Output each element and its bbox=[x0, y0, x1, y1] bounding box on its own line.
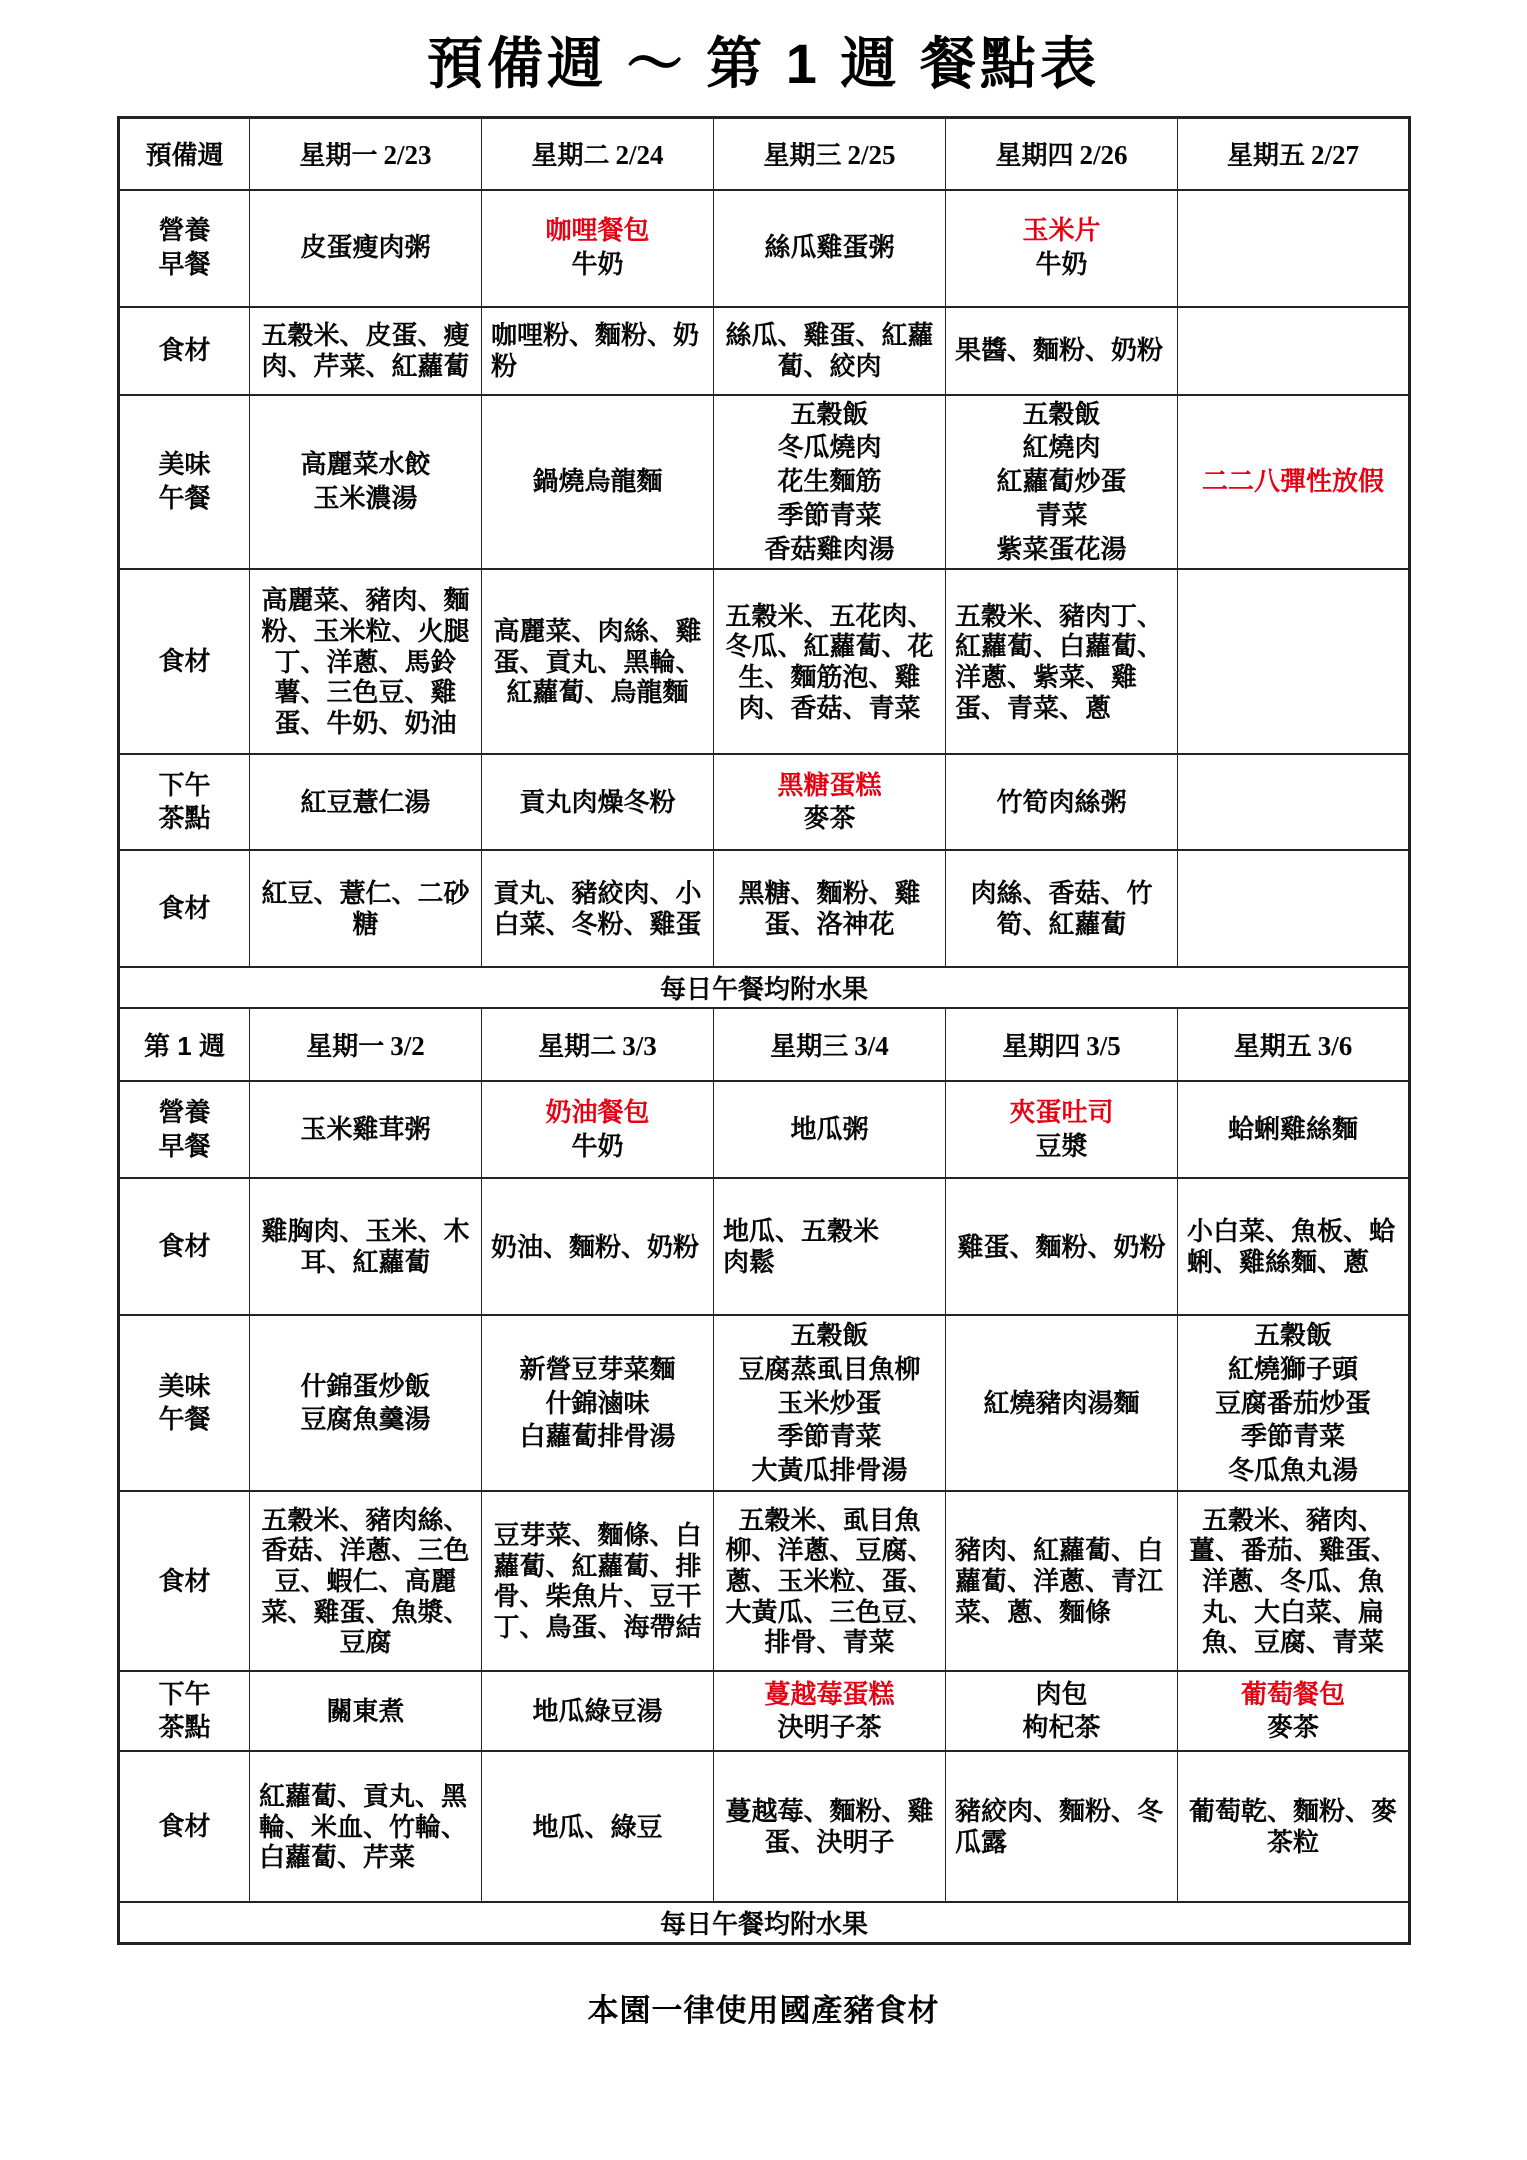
meal-line: 肉鬆 bbox=[723, 1246, 776, 1277]
ingredient-cell bbox=[482, 1178, 714, 1315]
meal-line: 豆漿 bbox=[1035, 1130, 1088, 1161]
day-name: 星期三 bbox=[763, 140, 842, 171]
meal-line: 牛奶 bbox=[1035, 249, 1088, 279]
meal-line: 高麗菜水餃 bbox=[300, 449, 431, 480]
ingredient-cell bbox=[714, 1751, 946, 1902]
row-label-cell bbox=[119, 190, 250, 307]
ingredient-cell bbox=[946, 1178, 1178, 1315]
row-label-line: 早餐 bbox=[158, 1130, 211, 1161]
meal-line: 鍋燒烏龍麵 bbox=[532, 466, 663, 497]
meal-line: 咖哩粉、麵粉、奶粉 bbox=[491, 319, 700, 381]
meal-line: 玉米炒蛋 bbox=[777, 1387, 882, 1418]
meal-cell bbox=[1178, 754, 1410, 850]
ingredient-cell bbox=[714, 1491, 946, 1671]
row-label-line: 食材 bbox=[158, 1811, 211, 1842]
day-header-cell bbox=[946, 1008, 1178, 1081]
meal-line: 地瓜、綠豆 bbox=[532, 1811, 663, 1842]
row-label-line: 食材 bbox=[158, 334, 211, 365]
meal-line: 貢丸肉燥冬粉 bbox=[519, 786, 676, 817]
meal-cell bbox=[250, 1671, 482, 1751]
meal-cell bbox=[482, 1081, 714, 1178]
meal-line: 白蘿蔔排骨湯 bbox=[519, 1421, 676, 1452]
day-name: 星期二 bbox=[531, 140, 610, 171]
row-label-line: 食材 bbox=[158, 646, 211, 677]
ingredient-cell bbox=[714, 850, 946, 967]
ingredient-cell bbox=[1178, 1751, 1410, 1902]
meal-cell bbox=[714, 1315, 946, 1491]
day-date: 3/2 bbox=[390, 1031, 425, 1062]
meal-cell bbox=[250, 395, 482, 570]
day-date: 3/3 bbox=[622, 1031, 657, 1062]
day-name: 星期一 bbox=[306, 1031, 385, 1062]
meal-line: 牛奶 bbox=[571, 249, 624, 279]
week-header-row bbox=[119, 118, 1410, 190]
day-name: 星期三 bbox=[770, 1031, 849, 1062]
meal-line: 竹筍肉絲粥 bbox=[996, 786, 1127, 817]
week-label-cell: 第 1 週 bbox=[119, 1008, 250, 1081]
meal-cell bbox=[482, 190, 714, 307]
ingredient-cell bbox=[946, 850, 1178, 967]
row-label-cell bbox=[119, 1081, 250, 1178]
ingredient-cell bbox=[482, 1751, 714, 1902]
meal-cell bbox=[714, 1081, 946, 1178]
row-label-cell bbox=[119, 1751, 250, 1902]
ingredient-cell bbox=[250, 1491, 482, 1671]
meal-line: 大黃瓜排骨湯 bbox=[751, 1455, 908, 1486]
meal-line: 絲瓜雞蛋粥 bbox=[764, 232, 895, 263]
ingredient-cell bbox=[250, 850, 482, 967]
meal-cell bbox=[946, 1671, 1178, 1751]
meal-line: 高麗菜、豬肉、麵粉、玉米粒、火腿丁、洋蔥、馬鈴薯、三色豆、雞蛋、牛奶、奶油 bbox=[261, 585, 470, 738]
meal-row bbox=[119, 395, 1410, 570]
row-label-cell bbox=[119, 1671, 250, 1751]
row-label-line: 早餐 bbox=[158, 249, 211, 279]
row-label-line: 食材 bbox=[158, 1231, 211, 1262]
menu-table bbox=[117, 116, 1411, 1945]
row-label-line: 茶點 bbox=[158, 803, 211, 834]
meal-line: 青菜 bbox=[1035, 499, 1088, 530]
day-date: 3/6 bbox=[1317, 1031, 1353, 1062]
meal-cell bbox=[946, 1315, 1178, 1491]
day-header-cell bbox=[250, 1008, 482, 1081]
row-label-cell bbox=[119, 569, 250, 754]
row-label-line: 美味 bbox=[158, 1370, 211, 1401]
day-header-cell bbox=[946, 118, 1178, 190]
meal-line: 地瓜綠豆湯 bbox=[532, 1695, 663, 1726]
ingredient-cell bbox=[482, 307, 714, 395]
ingredient-row bbox=[119, 1178, 1410, 1315]
meal-line: 五穀米、豬肉丁、紅蘿蔔、白蘿蔔、洋蔥、紫菜、雞蛋、青菜、蔥 bbox=[955, 600, 1164, 723]
row-label-line: 營養 bbox=[158, 215, 211, 246]
meal-line-highlight: 葡萄餐包 bbox=[1240, 1678, 1345, 1709]
day-name: 星期五 bbox=[1226, 140, 1305, 171]
meal-line: 豆腐魚羹湯 bbox=[300, 1404, 431, 1435]
ingredient-cell bbox=[714, 569, 946, 754]
meal-cell bbox=[714, 395, 946, 570]
row-label-line: 食材 bbox=[158, 1565, 211, 1596]
meal-cell bbox=[1178, 1081, 1410, 1178]
row-label-cell bbox=[119, 1315, 250, 1491]
meal-line: 豆芽菜、麵條、白蘿蔔、紅蘿蔔、排骨、柴魚片、豆干丁、鳥蛋、海帶結 bbox=[493, 1520, 702, 1643]
meal-cell bbox=[482, 1671, 714, 1751]
meal-cell bbox=[250, 190, 482, 307]
fruit-note-cell: 每日午餐均附水果 bbox=[119, 1902, 1410, 1944]
meal-row bbox=[119, 190, 1410, 307]
meal-line: 豆腐蒸虱目魚柳 bbox=[738, 1353, 921, 1384]
meal-line: 紅燒豬肉湯麵 bbox=[983, 1387, 1140, 1418]
meal-line: 五穀米、皮蛋、瘦肉、芹菜、紅蘿蔔 bbox=[261, 319, 470, 381]
meal-cell bbox=[946, 190, 1178, 307]
day-header-cell bbox=[482, 1008, 714, 1081]
day-header-cell bbox=[1178, 118, 1410, 190]
meal-line: 紅燒獅子頭 bbox=[1227, 1353, 1358, 1384]
meal-line: 貢丸、豬絞肉、小白菜、冬粉、雞蛋 bbox=[493, 878, 702, 939]
meal-line: 五穀飯 bbox=[790, 1319, 869, 1350]
meal-line-highlight: 二二八彈性放假 bbox=[1201, 466, 1384, 497]
meal-line: 豬絞肉、麵粉、冬瓜露 bbox=[955, 1796, 1164, 1857]
row-label-cell bbox=[119, 395, 250, 570]
ingredient-cell bbox=[250, 307, 482, 395]
ingredient-cell bbox=[250, 1178, 482, 1315]
ingredient-cell bbox=[1178, 569, 1410, 754]
day-name: 星期四 bbox=[1002, 1031, 1081, 1062]
ingredient-cell bbox=[482, 569, 714, 754]
meal-line: 雞胸肉、玉米、木耳、紅蘿蔔 bbox=[261, 1216, 470, 1277]
meal-cell bbox=[250, 1315, 482, 1491]
ingredient-cell bbox=[1178, 1491, 1410, 1671]
day-date: 2/27 bbox=[1311, 140, 1360, 171]
meal-cell bbox=[482, 754, 714, 850]
meal-cell bbox=[250, 754, 482, 850]
meal-line-highlight: 玉米片 bbox=[1022, 215, 1101, 246]
day-header-cell bbox=[1178, 1008, 1410, 1081]
meal-cell bbox=[714, 1671, 946, 1751]
meal-line: 五穀米、豬肉絲、香菇、洋蔥、三色豆、蝦仁、高麗菜、雞蛋、魚漿、豆腐 bbox=[261, 1504, 470, 1658]
day-header-cell bbox=[482, 118, 714, 190]
meal-line: 新營豆芽菜麵 bbox=[519, 1353, 676, 1384]
meal-line: 小白菜、魚板、蛤蜊、雞絲麵、蔥 bbox=[1187, 1216, 1396, 1277]
meal-line: 五穀飯 bbox=[1022, 398, 1101, 429]
ingredient-row bbox=[119, 850, 1410, 967]
meal-line: 玉米雞茸粥 bbox=[300, 1114, 431, 1145]
row-label-line: 下午 bbox=[158, 769, 211, 800]
day-name: 星期一 bbox=[299, 140, 378, 171]
row-label-cell bbox=[119, 1178, 250, 1315]
ingredient-row bbox=[119, 1751, 1410, 1902]
meal-line-highlight: 咖哩餐包 bbox=[545, 215, 650, 246]
meal-line: 季節青菜 bbox=[777, 499, 882, 530]
row-label-line: 茶點 bbox=[158, 1712, 211, 1743]
row-label-line: 午餐 bbox=[158, 1404, 211, 1435]
row-label-cell bbox=[119, 307, 250, 395]
meal-row bbox=[119, 754, 1410, 850]
meal-line: 關東煮 bbox=[326, 1695, 405, 1726]
day-date: 2/25 bbox=[847, 140, 896, 171]
day-header-cell bbox=[714, 118, 946, 190]
meal-line: 雞蛋、麵粉、奶粉 bbox=[957, 1231, 1166, 1262]
meal-cell bbox=[482, 395, 714, 570]
meal-line: 果醬、麵粉、奶粉 bbox=[955, 335, 1164, 366]
meal-line: 紫菜蛋花湯 bbox=[996, 533, 1127, 564]
meal-line: 決明子茶 bbox=[777, 1712, 882, 1743]
meal-line: 葡萄乾、麵粉、麥茶粒 bbox=[1188, 1796, 1397, 1857]
meal-line: 地瓜、五穀米 bbox=[723, 1216, 880, 1247]
meal-line: 麥茶 bbox=[1266, 1712, 1319, 1743]
meal-line: 牛奶 bbox=[571, 1130, 624, 1161]
ingredient-cell bbox=[714, 307, 946, 395]
day-date: 3/4 bbox=[854, 1031, 889, 1062]
meal-line: 皮蛋瘦肉粥 bbox=[300, 232, 431, 263]
meal-cell bbox=[1178, 1315, 1410, 1491]
meal-line: 什錦蛋炒飯 bbox=[300, 1370, 431, 1401]
row-label-line: 美味 bbox=[158, 449, 211, 480]
meal-cell bbox=[1178, 1671, 1410, 1751]
week-label-cell: 預備週 bbox=[119, 118, 250, 190]
fruit-note-row bbox=[119, 1902, 1410, 1944]
row-label-line: 食材 bbox=[158, 893, 211, 924]
meal-line: 麥茶 bbox=[803, 803, 856, 834]
ingredient-cell bbox=[250, 1751, 482, 1902]
meal-line: 五穀米、虱目魚柳、洋蔥、豆腐、蔥、玉米粒、蛋、大黃瓜、三色豆、排骨、青菜 bbox=[725, 1504, 934, 1658]
meal-line-highlight: 黑糖蛋糕 bbox=[777, 769, 882, 800]
day-header-cell bbox=[714, 1008, 946, 1081]
meal-line-highlight: 奶油餐包 bbox=[545, 1097, 650, 1128]
ingredient-row bbox=[119, 1491, 1410, 1671]
meal-row bbox=[119, 1315, 1410, 1491]
ingredient-cell bbox=[946, 1751, 1178, 1902]
meal-line: 季節青菜 bbox=[1240, 1421, 1345, 1452]
meal-line: 五穀飯 bbox=[1253, 1319, 1332, 1350]
ingredient-cell bbox=[482, 850, 714, 967]
meal-line: 五穀米、五花肉、冬瓜、紅蘿蔔、花生、麵筋泡、雞肉、香菇、青菜 bbox=[725, 600, 934, 723]
meal-line: 紅豆、薏仁、二砂糖 bbox=[261, 878, 470, 939]
row-label-line: 營養 bbox=[158, 1097, 211, 1128]
meal-cell bbox=[1178, 190, 1410, 307]
ingredient-row bbox=[119, 569, 1410, 754]
day-date: 2/26 bbox=[1079, 140, 1128, 171]
row-label-line: 午餐 bbox=[158, 482, 211, 513]
meal-cell bbox=[250, 1081, 482, 1178]
meal-line: 豆腐番茄炒蛋 bbox=[1214, 1387, 1371, 1418]
ingredient-cell bbox=[946, 307, 1178, 395]
meal-line-highlight: 夾蛋吐司 bbox=[1009, 1097, 1114, 1128]
footer-note: 本園一律使用國產豬食材 bbox=[587, 1993, 940, 2029]
ingredient-cell bbox=[1178, 1178, 1410, 1315]
ingredient-cell bbox=[946, 569, 1178, 754]
menu-table-body bbox=[119, 118, 1410, 1944]
day-name: 星期五 bbox=[1233, 1031, 1312, 1062]
meal-line: 五穀飯 bbox=[790, 398, 869, 429]
ingredient-cell bbox=[946, 1491, 1178, 1671]
meal-line: 季節青菜 bbox=[777, 1421, 882, 1452]
meal-line: 花生麵筋 bbox=[777, 466, 882, 497]
meal-line: 玉米濃湯 bbox=[313, 482, 418, 513]
meal-line: 冬瓜魚丸湯 bbox=[1227, 1455, 1358, 1486]
meal-line: 絲瓜、雞蛋、紅蘿蔔、絞肉 bbox=[725, 319, 934, 381]
meal-line: 香菇雞肉湯 bbox=[764, 533, 895, 564]
ingredient-cell bbox=[1178, 307, 1410, 395]
page-title: 預備週 ～ 第 1 週 餐點表 bbox=[427, 32, 1100, 95]
meal-line: 蛤蜊雞絲麵 bbox=[1227, 1114, 1358, 1145]
ingredient-cell bbox=[482, 1491, 714, 1671]
meal-line: 奶油、麵粉、奶粉 bbox=[491, 1231, 700, 1262]
meal-line: 肉絲、香菇、竹筍、紅蘿蔔 bbox=[970, 878, 1153, 939]
meal-cell bbox=[1178, 395, 1410, 570]
row-label-cell bbox=[119, 850, 250, 967]
ingredient-cell bbox=[1178, 850, 1410, 967]
meal-line: 紅燒肉 bbox=[1022, 432, 1101, 463]
ingredient-cell bbox=[250, 569, 482, 754]
meal-line: 蔓越莓、麵粉、雞蛋、決明子 bbox=[725, 1796, 934, 1857]
meal-line: 豬肉、紅蘿蔔、白蘿蔔、洋蔥、青江菜、蔥、麵條 bbox=[955, 1535, 1164, 1627]
fruit-note-cell: 每日午餐均附水果 bbox=[119, 967, 1410, 1008]
meal-line: 枸杞茶 bbox=[1022, 1712, 1101, 1743]
meal-row bbox=[119, 1671, 1410, 1751]
meal-cell bbox=[946, 395, 1178, 570]
day-header-cell bbox=[250, 118, 482, 190]
day-date: 2/24 bbox=[615, 140, 664, 171]
meal-row bbox=[119, 1081, 1410, 1178]
meal-cell bbox=[946, 1081, 1178, 1178]
meal-line: 紅蘿蔔、貢丸、黑輪、米血、竹輪、白蘿蔔、芹菜 bbox=[259, 1780, 468, 1873]
meal-line: 高麗菜、肉絲、雞蛋、貢丸、黑輪、紅蘿蔔、烏龍麵 bbox=[493, 615, 702, 708]
meal-line: 五穀米、豬肉、薑、番茄、雞蛋、洋蔥、冬瓜、魚丸、大白菜、扁魚、豆腐、青菜 bbox=[1188, 1504, 1397, 1658]
day-name: 星期四 bbox=[995, 140, 1074, 171]
meal-line: 肉包 bbox=[1035, 1678, 1088, 1709]
day-date: 3/5 bbox=[1086, 1031, 1121, 1062]
meal-cell bbox=[714, 754, 946, 850]
row-label-cell bbox=[119, 754, 250, 850]
meal-line: 冬瓜燒肉 bbox=[777, 432, 882, 463]
meal-line: 地瓜粥 bbox=[790, 1114, 869, 1145]
meal-line-highlight: 蔓越莓蛋糕 bbox=[764, 1678, 895, 1709]
meal-cell bbox=[482, 1315, 714, 1491]
ingredient-cell bbox=[714, 1178, 946, 1315]
meal-line: 紅豆薏仁湯 bbox=[300, 786, 431, 817]
week-header-row bbox=[119, 1008, 1410, 1081]
meal-line: 什錦滷味 bbox=[545, 1387, 650, 1418]
row-label-cell bbox=[119, 1491, 250, 1671]
meal-cell bbox=[714, 190, 946, 307]
fruit-note-row bbox=[119, 967, 1410, 1008]
meal-line: 黑糖、麵粉、雞蛋、洛神花 bbox=[738, 878, 921, 939]
meal-cell bbox=[946, 754, 1178, 850]
day-name: 星期二 bbox=[538, 1031, 617, 1062]
row-label-line: 下午 bbox=[158, 1678, 211, 1709]
meal-line: 紅蘿蔔炒蛋 bbox=[996, 466, 1127, 497]
ingredient-row bbox=[119, 307, 1410, 395]
day-date: 2/23 bbox=[383, 140, 432, 171]
